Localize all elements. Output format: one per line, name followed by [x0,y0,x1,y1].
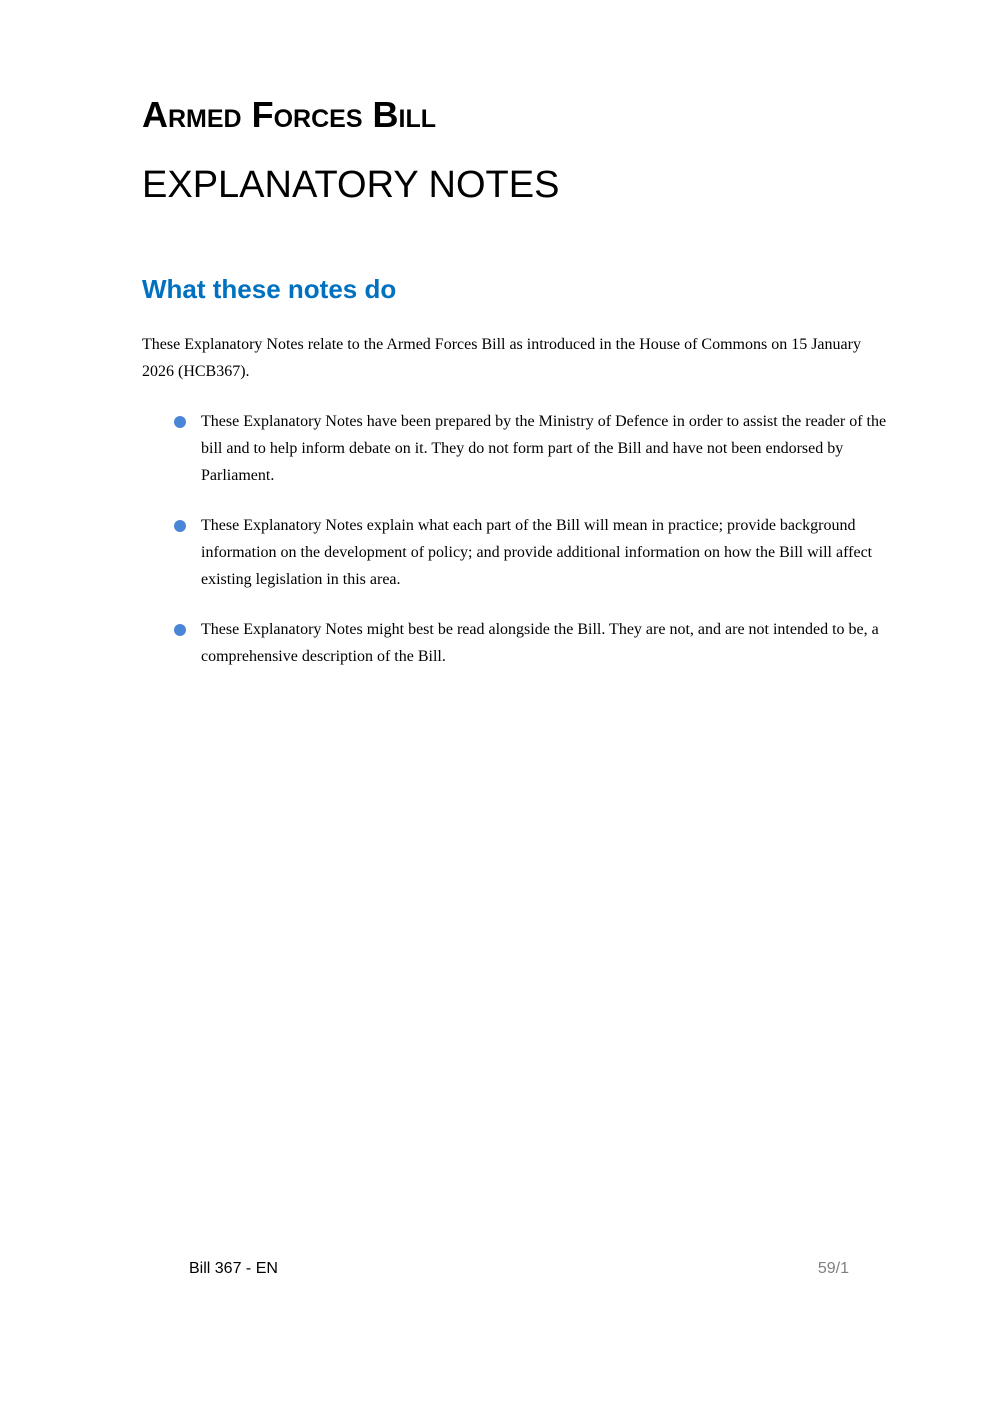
bullet-dot-icon [174,624,186,636]
section-heading: What these notes do [142,274,397,304]
footer-page-reference: 59/1 [817,1260,849,1277]
bullet-text: These Explanatory Notes explain what each part of the Bill will mean in practice; provide background information on the development of policy; and provide additional information on how the Bill will affect existing legislation in this area. [201,517,873,588]
list-item [142,512,892,593]
list-item [142,408,892,489]
bullet-text: These Explanatory Notes might best be read alongside the Bill. They are not, and are not intended to be, a comprehensive description of the Bill. [201,621,879,665]
footer-bill-reference: Bill 367 - EN [189,1260,278,1277]
bullet-text: These Explanatory Notes have been prepared by the Ministry of Defence in order to assist the reader of the bill and to help inform debate on it. They do not form part of the Bill and have not been endorsed by Parliament. [201,413,887,484]
document-subtitle: EXPLANATORY NOTES [142,164,560,206]
document-title: Armed Forces Bill [142,94,436,135]
bullet-dot-icon [174,520,186,532]
document-body [142,331,892,693]
list-item [142,616,892,670]
bullet-list [142,408,892,670]
bullet-dot-icon [174,416,186,428]
intro-paragraph: These Explanatory Notes relate to the Armed Forces Bill as introduced in the House of Commons on 15 January 2026 (HCB367). [142,336,861,380]
